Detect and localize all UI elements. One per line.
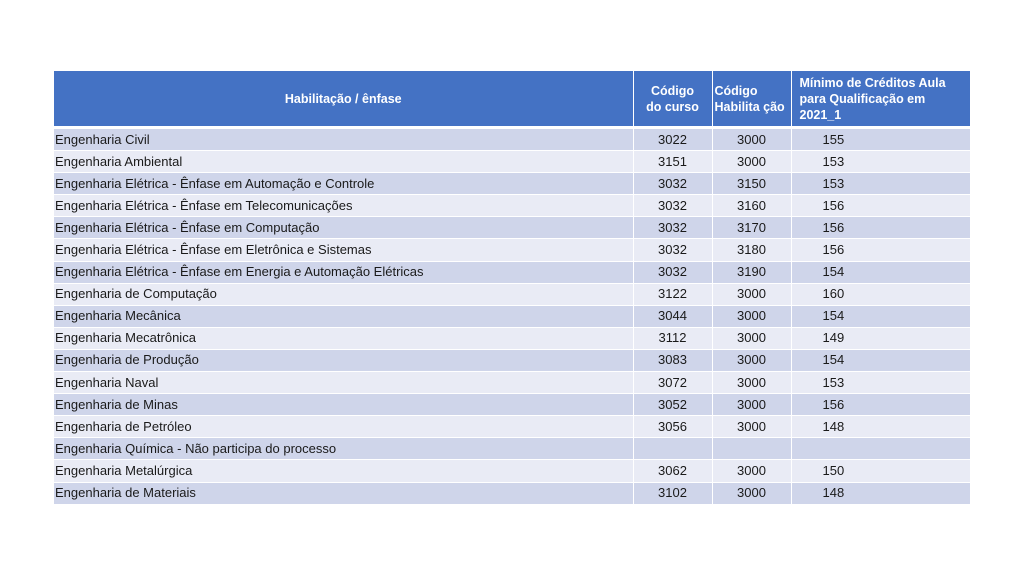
cell-habilitacao: Engenharia Elétrica - Ênfase em Automação e Controle [54, 173, 633, 195]
cell-minimo-creditos: 154 [791, 349, 970, 371]
cell-minimo-creditos: 153 [791, 372, 970, 394]
cell-habilitacao: Engenharia de Materiais [54, 482, 633, 504]
cell-habilitacao: Engenharia Metalúrgica [54, 460, 633, 482]
cell-habilitacao: Engenharia Elétrica - Ênfase em Energia e Automação Elétricas [54, 261, 633, 283]
table-row [54, 349, 970, 371]
cell-codigo-curso: 3032 [633, 195, 712, 217]
header-minimo-creditos [791, 71, 970, 128]
credits-table [54, 71, 970, 505]
cell-minimo-creditos: 148 [791, 482, 970, 504]
table-row [54, 372, 970, 394]
cell-codigo-curso: 3062 [633, 460, 712, 482]
header-minimo-line3: 2021_1 [799, 107, 842, 122]
header-codigo-hab-line2: Habilita ção [714, 99, 785, 114]
cell-codigo-habilitacao: 3000 [712, 460, 791, 482]
cell-minimo-creditos: 154 [791, 261, 970, 283]
header-habilitacao: Habilitação / ênfase [54, 71, 633, 128]
cell-codigo-habilitacao: 3180 [712, 239, 791, 261]
cell-codigo-habilitacao: 3000 [712, 482, 791, 504]
header-minimo-line2: para Qualificação em [799, 91, 926, 106]
cell-codigo-curso: 3083 [633, 349, 712, 371]
header-codigo-curso-line1: Código [650, 83, 695, 98]
cell-habilitacao: Engenharia Elétrica - Ênfase em Computação [54, 217, 633, 239]
cell-codigo-curso [633, 438, 712, 460]
cell-codigo-habilitacao: 3150 [712, 173, 791, 195]
cell-habilitacao: Engenharia de Petróleo [54, 416, 633, 438]
header-row [54, 71, 970, 128]
table-row [54, 151, 970, 173]
cell-minimo-creditos: 149 [791, 327, 970, 349]
header-codigo-curso-line2: do curso [646, 99, 699, 114]
cell-codigo-curso: 3151 [633, 151, 712, 173]
table-row [54, 394, 970, 416]
cell-habilitacao: Engenharia Elétrica - Ênfase em Telecomunicações [54, 195, 633, 217]
cell-codigo-habilitacao: 3000 [712, 394, 791, 416]
header-codigo-curso [633, 71, 712, 128]
cell-codigo-curso: 3102 [633, 482, 712, 504]
cell-codigo-habilitacao: 3190 [712, 261, 791, 283]
cell-codigo-habilitacao: 3000 [712, 128, 791, 151]
table-row [54, 460, 970, 482]
cell-habilitacao: Engenharia Naval [54, 372, 633, 394]
table-row [54, 239, 970, 261]
cell-codigo-curso: 3032 [633, 261, 712, 283]
cell-codigo-curso: 3032 [633, 173, 712, 195]
cell-codigo-curso: 3022 [633, 128, 712, 151]
cell-minimo-creditos: 156 [791, 217, 970, 239]
table-body [54, 128, 970, 505]
cell-codigo-habilitacao: 3160 [712, 195, 791, 217]
cell-minimo-creditos: 160 [791, 283, 970, 305]
table-row [54, 128, 970, 151]
table-row [54, 261, 970, 283]
cell-codigo-habilitacao: 3000 [712, 327, 791, 349]
header-minimo-line1: Mínimo de Créditos Aula [799, 75, 946, 90]
cell-habilitacao: Engenharia Ambiental [54, 151, 633, 173]
header-codigo-hab-line1: Código [714, 83, 758, 98]
cell-habilitacao: Engenharia Mecânica [54, 305, 633, 327]
cell-minimo-creditos [791, 438, 970, 460]
cell-minimo-creditos: 153 [791, 173, 970, 195]
table-row [54, 482, 970, 504]
table-row [54, 217, 970, 239]
cell-habilitacao: Engenharia Mecatrônica [54, 327, 633, 349]
cell-minimo-creditos: 155 [791, 128, 970, 151]
table-row [54, 195, 970, 217]
cell-minimo-creditos: 156 [791, 239, 970, 261]
cell-codigo-curso: 3052 [633, 394, 712, 416]
cell-codigo-habilitacao: 3000 [712, 151, 791, 173]
table-row [54, 305, 970, 327]
cell-habilitacao: Engenharia de Minas [54, 394, 633, 416]
cell-minimo-creditos: 156 [791, 394, 970, 416]
cell-codigo-curso: 3056 [633, 416, 712, 438]
table-row [54, 173, 970, 195]
cell-codigo-habilitacao [712, 438, 791, 460]
cell-minimo-creditos: 150 [791, 460, 970, 482]
cell-minimo-creditos: 153 [791, 151, 970, 173]
cell-codigo-habilitacao: 3000 [712, 416, 791, 438]
table-header [54, 71, 970, 128]
cell-habilitacao: Engenharia Civil [54, 128, 633, 151]
cell-minimo-creditos: 148 [791, 416, 970, 438]
cell-codigo-curso: 3032 [633, 239, 712, 261]
cell-codigo-curso: 3032 [633, 217, 712, 239]
cell-codigo-habilitacao: 3000 [712, 349, 791, 371]
cell-minimo-creditos: 156 [791, 195, 970, 217]
cell-codigo-habilitacao: 3000 [712, 372, 791, 394]
cell-codigo-habilitacao: 3000 [712, 305, 791, 327]
cell-habilitacao: Engenharia Química - Não participa do processo [54, 438, 633, 460]
cell-habilitacao: Engenharia de Computação [54, 283, 633, 305]
cell-codigo-curso: 3044 [633, 305, 712, 327]
cell-habilitacao: Engenharia Elétrica - Ênfase em Eletrônica e Sistemas [54, 239, 633, 261]
cell-minimo-creditos: 154 [791, 305, 970, 327]
cell-codigo-curso: 3072 [633, 372, 712, 394]
cell-codigo-curso: 3122 [633, 283, 712, 305]
table-row [54, 438, 970, 460]
cell-codigo-habilitacao: 3000 [712, 283, 791, 305]
table-row [54, 327, 970, 349]
cell-codigo-curso: 3112 [633, 327, 712, 349]
cell-codigo-habilitacao: 3170 [712, 217, 791, 239]
table-row [54, 416, 970, 438]
header-codigo-habilitacao [712, 71, 791, 128]
table-row [54, 283, 970, 305]
cell-habilitacao: Engenharia de Produção [54, 349, 633, 371]
